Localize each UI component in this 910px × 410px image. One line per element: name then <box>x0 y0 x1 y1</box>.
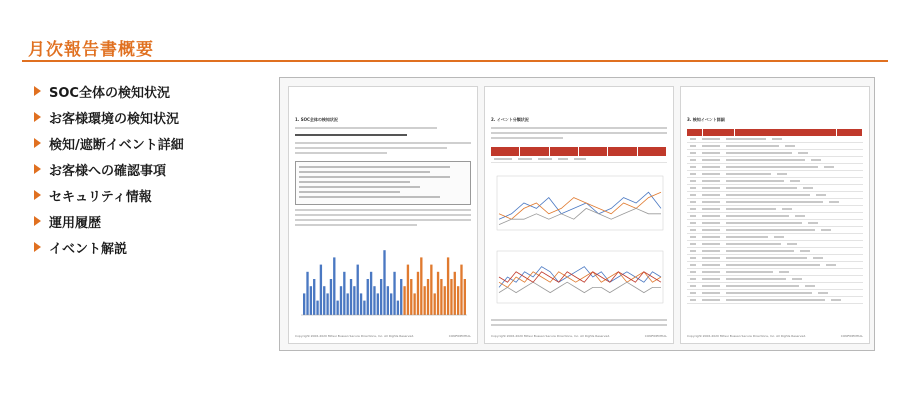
bar <box>343 272 345 315</box>
cell-text <box>690 166 696 168</box>
table-row <box>687 220 863 227</box>
bar <box>380 279 382 315</box>
text-line <box>491 137 563 139</box>
bar <box>457 286 459 315</box>
bar <box>367 279 369 315</box>
text-line <box>295 147 447 149</box>
cell-text <box>726 229 815 231</box>
list-item-label: お客様への確認事項 <box>49 163 167 179</box>
cell-text <box>702 264 720 266</box>
bar <box>434 293 436 315</box>
report-page-1 <box>288 86 478 344</box>
triangle-bullet-icon <box>34 164 41 174</box>
bar <box>417 272 419 315</box>
table-row <box>687 255 863 262</box>
text-line <box>491 319 667 321</box>
footer-copyright: Copyright 2006-2020 Mitsui Bussan Secure Directions, Inc. All Rights Reserved. <box>295 334 415 338</box>
cell-text <box>690 250 696 252</box>
cell-text <box>690 229 696 231</box>
cell-text <box>702 222 720 224</box>
cell-text <box>726 215 789 217</box>
table-row <box>687 185 863 192</box>
cell-text <box>829 201 839 203</box>
cell-text <box>726 152 792 154</box>
list-item <box>34 156 184 182</box>
cell-text <box>726 292 812 294</box>
bar <box>410 279 412 315</box>
cell-text <box>779 271 789 273</box>
bar <box>403 286 405 315</box>
cell-text <box>690 285 696 287</box>
table-row <box>687 157 863 164</box>
cell-text <box>826 264 836 266</box>
cell-text <box>690 173 696 175</box>
cell-text <box>702 229 720 231</box>
page-heading: 1. SOC全体の検知状況 <box>295 117 338 122</box>
cell-text <box>702 187 720 189</box>
report-preview <box>279 77 875 351</box>
text-line <box>295 142 471 144</box>
table-row <box>687 143 863 150</box>
cell-text <box>816 194 826 196</box>
cell-text <box>726 187 797 189</box>
table-row <box>687 248 863 255</box>
list-item <box>34 130 184 156</box>
event-detail-table <box>687 129 863 304</box>
cell-text <box>813 257 823 259</box>
cell-text <box>726 208 776 210</box>
table-row <box>491 156 667 163</box>
table-row <box>687 171 863 178</box>
list-item <box>34 182 184 208</box>
cell-text <box>702 201 720 203</box>
bar <box>377 293 379 315</box>
table-row <box>687 199 863 206</box>
table-row <box>687 297 863 304</box>
cell-text <box>726 243 781 245</box>
cell-text <box>690 180 696 182</box>
bar <box>347 293 349 315</box>
list-item-label: イベント解説 <box>49 241 128 257</box>
bar <box>423 286 425 315</box>
footer-copyright: Copyright 2006-2020 Mitsui Bussan Secure Directions, Inc. All Rights Reserved. <box>491 334 611 338</box>
bar <box>437 272 439 315</box>
bar <box>316 301 318 315</box>
bar <box>313 279 315 315</box>
summary-table <box>491 147 667 163</box>
cell-text <box>702 215 720 217</box>
page-heading: 3. 検知イベント詳細 <box>687 117 725 122</box>
table-row <box>687 206 863 213</box>
cell-text <box>777 173 787 175</box>
cell-text <box>782 208 792 210</box>
cell-text <box>690 257 696 259</box>
cell-text <box>821 229 831 231</box>
bar <box>440 279 442 315</box>
cell-text <box>702 138 720 140</box>
bar <box>390 293 392 315</box>
cell-text <box>824 166 834 168</box>
text-line <box>295 209 471 211</box>
cell-text <box>772 138 782 140</box>
list-item <box>34 104 184 130</box>
text-line <box>491 132 667 134</box>
cell-text <box>702 243 720 245</box>
bar <box>306 272 308 315</box>
cell-text <box>808 222 818 224</box>
list-item <box>34 234 184 260</box>
cell-text <box>792 278 802 280</box>
text-line <box>295 224 417 226</box>
bar <box>450 279 452 315</box>
cell-text <box>702 194 720 196</box>
bar <box>430 265 432 315</box>
log-line <box>299 171 430 173</box>
line-chart-2 <box>491 247 667 315</box>
cell-text <box>726 159 805 161</box>
cell-text <box>726 180 784 182</box>
list-item-label: SOC全体の検知状況 <box>49 85 170 101</box>
bar <box>336 301 338 315</box>
cell-text <box>787 243 797 245</box>
cell-text <box>702 299 720 301</box>
table-row <box>687 283 863 290</box>
cell-text <box>795 215 805 217</box>
bar-chart <box>295 237 471 327</box>
cell-text <box>726 173 771 175</box>
bar <box>303 293 305 315</box>
footer-confidential: CONFIDENTIAL <box>644 334 667 338</box>
bar <box>373 286 375 315</box>
cell-text <box>805 285 815 287</box>
list-item-label: 運用履歴 <box>49 215 102 231</box>
log-line <box>299 166 450 168</box>
bar <box>310 286 312 315</box>
cell-text <box>726 145 779 147</box>
cell-text <box>702 145 720 147</box>
bar <box>357 265 359 315</box>
list-item-label: 検知/遮断イベント詳細 <box>49 137 184 153</box>
page-heading: 2. イベント分類状況 <box>491 117 529 122</box>
list-item <box>34 78 184 104</box>
cell-text <box>702 159 720 161</box>
line-chart-1 <box>491 172 667 242</box>
page-title: 月次報告書概要 <box>28 40 154 60</box>
bar <box>330 279 332 315</box>
cell-text <box>690 159 696 161</box>
cell-text <box>702 250 720 252</box>
cell-text <box>702 271 720 273</box>
cell-text <box>726 194 810 196</box>
page-footer <box>687 334 863 338</box>
cell-text <box>831 299 841 301</box>
cell-text <box>690 264 696 266</box>
list-item <box>34 208 184 234</box>
bar <box>383 250 385 315</box>
page-footer <box>491 334 667 338</box>
bar <box>460 265 462 315</box>
triangle-bullet-icon <box>34 242 41 252</box>
cell-text <box>690 222 696 224</box>
text-line <box>295 134 407 136</box>
cell-text <box>726 257 807 259</box>
cell-text <box>690 138 696 140</box>
log-line <box>299 181 410 183</box>
cell-text <box>690 187 696 189</box>
cell-text <box>690 271 696 273</box>
bar <box>464 279 466 315</box>
contents-list <box>34 78 184 260</box>
bar <box>320 265 322 315</box>
cell-text <box>726 278 786 280</box>
bar <box>407 265 409 315</box>
bar <box>363 301 365 315</box>
cell-text <box>726 236 768 238</box>
plot-area <box>497 251 663 303</box>
triangle-bullet-icon <box>34 138 41 148</box>
cell-text <box>811 159 821 161</box>
cell-text <box>702 257 720 259</box>
log-line <box>299 191 400 193</box>
cell-text <box>726 264 820 266</box>
cell-text <box>785 145 795 147</box>
bar <box>400 279 402 315</box>
bar <box>323 286 325 315</box>
table-row <box>687 227 863 234</box>
triangle-bullet-icon <box>34 216 41 226</box>
bar <box>393 272 395 315</box>
cell-text <box>690 292 696 294</box>
report-page-2 <box>484 86 674 344</box>
cell-text <box>726 201 823 203</box>
cell-text <box>726 271 773 273</box>
cell-text <box>690 152 696 154</box>
cell-text <box>702 292 720 294</box>
bar <box>350 279 352 315</box>
table-header <box>687 129 863 136</box>
table-row <box>687 164 863 171</box>
bar <box>420 257 422 315</box>
cell-text <box>690 201 696 203</box>
bar <box>444 286 446 315</box>
cell-text <box>690 278 696 280</box>
text-line <box>491 324 667 326</box>
log-line <box>299 176 450 178</box>
report-page-3 <box>680 86 870 344</box>
table-row <box>687 241 863 248</box>
bar <box>387 286 389 315</box>
cell-text <box>798 152 808 154</box>
footer-confidential: CONFIDENTIAL <box>840 334 863 338</box>
bar <box>413 293 415 315</box>
cell-text <box>726 250 794 252</box>
cell-text <box>726 222 802 224</box>
cell-text <box>690 299 696 301</box>
bar <box>397 301 399 315</box>
log-line <box>299 186 420 188</box>
table-row <box>687 213 863 220</box>
cell-text <box>774 236 784 238</box>
cell-text <box>690 215 696 217</box>
log-line <box>299 196 440 198</box>
table-row <box>687 178 863 185</box>
table-row <box>687 150 863 157</box>
table-row <box>687 136 863 143</box>
cell-text <box>690 194 696 196</box>
table-row <box>687 269 863 276</box>
cell-text <box>702 285 720 287</box>
log-box <box>295 161 471 205</box>
text-line <box>295 127 437 129</box>
table-header <box>491 147 667 156</box>
cell-text <box>803 187 813 189</box>
cell-text <box>726 285 799 287</box>
bar <box>454 272 456 315</box>
text-line <box>295 219 471 221</box>
text-line <box>491 127 667 129</box>
bar <box>370 272 372 315</box>
cell-text <box>726 166 818 168</box>
bar <box>340 286 342 315</box>
bar <box>360 293 362 315</box>
cell-text <box>702 166 720 168</box>
page-footer <box>295 334 471 338</box>
bar <box>333 257 335 315</box>
cell-text <box>818 292 828 294</box>
cell-text <box>702 208 720 210</box>
footer-copyright: Copyright 2006-2020 Mitsui Bussan Secure Directions, Inc. All Rights Reserved. <box>687 334 807 338</box>
title-underline <box>22 60 888 62</box>
text-line <box>295 214 471 216</box>
cell-text <box>702 173 720 175</box>
list-item-label: セキュリティ情報 <box>49 189 152 205</box>
table-row <box>687 276 863 283</box>
table-row <box>687 290 863 297</box>
bar <box>427 279 429 315</box>
text-line <box>295 152 387 154</box>
bar <box>326 293 328 315</box>
bar <box>447 257 449 315</box>
cell-text <box>702 236 720 238</box>
cell-text <box>702 278 720 280</box>
cell-text <box>726 299 825 301</box>
triangle-bullet-icon <box>34 112 41 122</box>
cell-text <box>690 145 696 147</box>
triangle-bullet-icon <box>34 190 41 200</box>
cell-text <box>726 138 766 140</box>
table-row <box>687 192 863 199</box>
list-item-label: お客様環境の検知状況 <box>49 111 180 127</box>
cell-text <box>690 208 696 210</box>
footer-confidential: CONFIDENTIAL <box>448 334 471 338</box>
bar <box>353 286 355 315</box>
cell-text <box>790 180 800 182</box>
table-row <box>687 262 863 269</box>
cell-text <box>800 250 810 252</box>
plot-area <box>497 176 663 230</box>
triangle-bullet-icon <box>34 86 41 96</box>
table-row <box>687 234 863 241</box>
cell-text <box>702 180 720 182</box>
cell-text <box>690 236 696 238</box>
cell-text <box>690 243 696 245</box>
cell-text <box>702 152 720 154</box>
